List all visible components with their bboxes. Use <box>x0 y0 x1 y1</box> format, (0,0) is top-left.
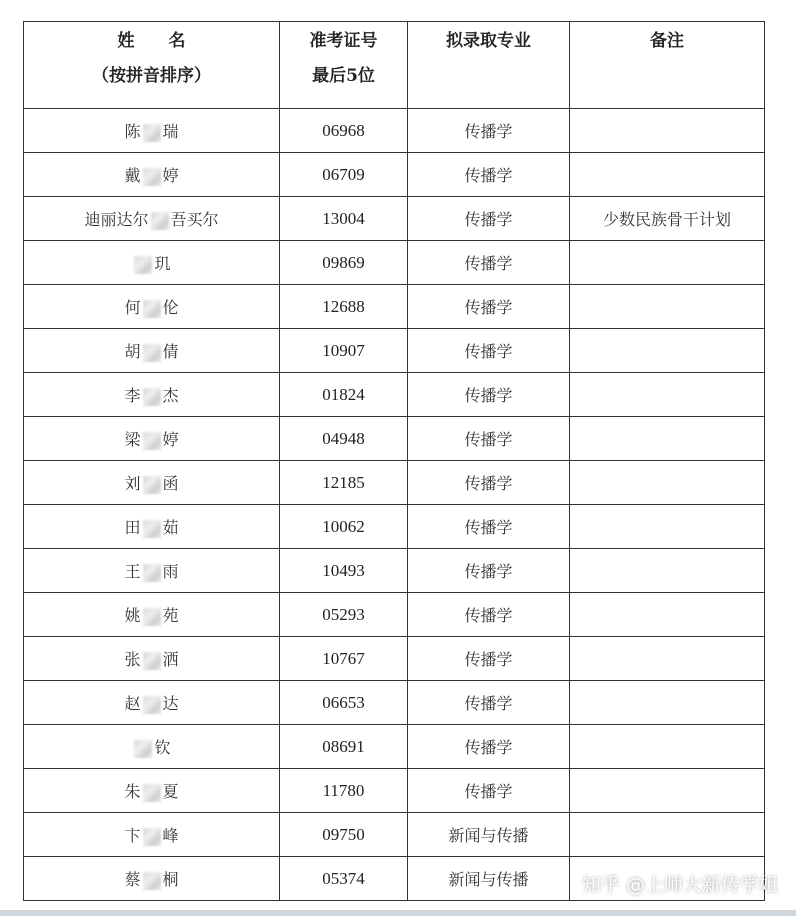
table-row <box>24 725 765 769</box>
cell-exam-id: 06709 <box>280 153 408 197</box>
name-part-last: 函 <box>162 474 179 493</box>
name-part-last: 倩 <box>162 342 179 361</box>
cell-name <box>24 593 280 637</box>
name-part-last: 伦 <box>162 298 179 317</box>
header-exam-id-subtitle: 最后5位 <box>312 66 375 86</box>
name-part-last: 洒 <box>162 650 179 669</box>
name-part-first: 胡 <box>124 342 141 361</box>
table-row <box>24 285 765 329</box>
cell-exam-id: 01824 <box>280 373 408 417</box>
name-part-last: 钦 <box>154 738 171 757</box>
table-row <box>24 813 765 857</box>
name-part-last: 桐 <box>162 870 179 889</box>
cell-major: 传播学 <box>408 109 570 153</box>
cell-name <box>24 769 280 813</box>
cell-name <box>24 461 280 505</box>
cell-exam-id: 10493 <box>280 549 408 593</box>
cell-exam-id: 10907 <box>280 329 408 373</box>
table-row <box>24 373 765 417</box>
cell-exam-id: 09750 <box>280 813 408 857</box>
table-row <box>24 329 765 373</box>
cell-major: 传播学 <box>408 593 570 637</box>
cell-name <box>24 857 280 901</box>
table-row <box>24 681 765 725</box>
cell-name <box>24 725 280 769</box>
redaction-blur <box>143 388 161 406</box>
redaction-blur <box>143 344 161 362</box>
cell-major: 传播学 <box>408 241 570 285</box>
name-part-last: 瑞 <box>162 122 179 141</box>
name-part-last: 吾买尔 <box>170 210 219 229</box>
name-part-last: 苑 <box>162 606 179 625</box>
cell-major: 传播学 <box>408 461 570 505</box>
table-row <box>24 505 765 549</box>
bottom-edge-bar <box>0 910 796 916</box>
cell-major: 传播学 <box>408 725 570 769</box>
redaction-blur <box>134 740 152 758</box>
redaction-blur <box>143 300 161 318</box>
cell-note <box>570 417 765 461</box>
cell-name <box>24 681 280 725</box>
table-row <box>24 417 765 461</box>
name-part-first: 卞 <box>124 826 141 845</box>
redaction-blur <box>143 828 161 846</box>
cell-note <box>570 593 765 637</box>
name-part-first: 田 <box>124 518 141 537</box>
cell-name <box>24 153 280 197</box>
redaction-blur <box>143 124 161 142</box>
cell-exam-id: 04948 <box>280 417 408 461</box>
cell-major: 传播学 <box>408 549 570 593</box>
table-row <box>24 197 765 241</box>
header-exam-id <box>280 22 408 109</box>
cell-major: 传播学 <box>408 505 570 549</box>
table-row <box>24 109 765 153</box>
cell-exam-id: 05374 <box>280 857 408 901</box>
cell-exam-id: 09869 <box>280 241 408 285</box>
cell-exam-id: 10767 <box>280 637 408 681</box>
cell-name <box>24 505 280 549</box>
cell-name <box>24 109 280 153</box>
cell-exam-id: 05293 <box>280 593 408 637</box>
cell-note <box>570 241 765 285</box>
cell-name <box>24 637 280 681</box>
header-note-title: 备注 <box>650 31 684 51</box>
name-part-first: 迪丽达尔 <box>84 210 149 229</box>
cell-major: 传播学 <box>408 681 570 725</box>
cell-major: 传播学 <box>408 637 570 681</box>
cell-note: 少数民族骨干计划 <box>570 197 765 241</box>
cell-exam-id: 13004 <box>280 197 408 241</box>
cell-exam-id: 06968 <box>280 109 408 153</box>
header-major <box>408 22 570 109</box>
cell-note <box>570 769 765 813</box>
table-row <box>24 461 765 505</box>
cell-major: 传播学 <box>408 285 570 329</box>
cell-note <box>570 153 765 197</box>
name-part-first: 李 <box>124 386 141 405</box>
name-part-last: 茹 <box>162 518 179 537</box>
cell-major: 新闻与传播 <box>408 813 570 857</box>
cell-note <box>570 637 765 681</box>
cell-name <box>24 549 280 593</box>
redaction-blur <box>143 696 161 714</box>
cell-exam-id: 12688 <box>280 285 408 329</box>
redaction-blur <box>151 212 169 230</box>
cell-exam-id: 08691 <box>280 725 408 769</box>
admission-table <box>23 21 765 901</box>
name-part-last: 雨 <box>162 562 179 581</box>
cell-major: 传播学 <box>408 417 570 461</box>
name-part-first: 姚 <box>124 606 141 625</box>
name-part-first: 梁 <box>124 430 141 449</box>
cell-name <box>24 329 280 373</box>
cell-major: 传播学 <box>408 329 570 373</box>
cell-major: 传播学 <box>408 153 570 197</box>
watermark: 知乎 @上师大新传学姐 <box>581 874 778 896</box>
cell-note <box>570 373 765 417</box>
table-header-row <box>24 22 765 109</box>
cell-note <box>570 813 765 857</box>
name-part-first: 戴 <box>124 166 141 185</box>
name-part-last: 达 <box>162 694 179 713</box>
table-row <box>24 549 765 593</box>
cell-name <box>24 417 280 461</box>
cell-name <box>24 373 280 417</box>
table-row <box>24 241 765 285</box>
header-name <box>24 22 280 109</box>
cell-name <box>24 197 280 241</box>
cell-major: 新闻与传播 <box>408 857 570 901</box>
header-name-title: 姓 名 <box>117 31 186 51</box>
cell-note <box>570 505 765 549</box>
table-row <box>24 637 765 681</box>
cell-note <box>570 681 765 725</box>
name-part-first: 陈 <box>124 122 141 141</box>
name-part-first: 何 <box>124 298 141 317</box>
name-part-last: 峰 <box>162 826 179 845</box>
name-part-last: 婷 <box>162 166 179 185</box>
name-part-first: 朱 <box>124 782 141 801</box>
redaction-blur <box>143 652 161 670</box>
name-part-first: 刘 <box>124 474 141 493</box>
name-part-first: 张 <box>124 650 141 669</box>
name-part-last: 玑 <box>154 254 171 273</box>
cell-note <box>570 549 765 593</box>
cell-note <box>570 109 765 153</box>
header-exam-id-title: 准考证号 <box>309 31 378 51</box>
name-part-last: 夏 <box>162 782 179 801</box>
cell-name <box>24 813 280 857</box>
name-part-first: 赵 <box>124 694 141 713</box>
table-body <box>24 109 765 901</box>
header-name-subtitle: （按拼音排序） <box>92 66 211 86</box>
cell-major: 传播学 <box>408 197 570 241</box>
name-part-first: 王 <box>124 562 141 581</box>
table-row <box>24 769 765 813</box>
cell-note <box>570 329 765 373</box>
table-row <box>24 593 765 637</box>
cell-exam-id: 06653 <box>280 681 408 725</box>
redaction-blur <box>143 520 161 538</box>
header-note <box>570 22 765 109</box>
redaction-blur <box>143 608 161 626</box>
cell-note <box>570 461 765 505</box>
name-part-last: 婷 <box>162 430 179 449</box>
cell-exam-id: 11780 <box>280 769 408 813</box>
cell-name <box>24 285 280 329</box>
cell-note <box>570 285 765 329</box>
redaction-blur <box>143 432 161 450</box>
table-row <box>24 153 765 197</box>
redaction-blur <box>143 872 161 890</box>
redaction-blur <box>134 256 152 274</box>
header-major-title: 拟录取专业 <box>446 31 531 51</box>
name-part-last: 杰 <box>162 386 179 405</box>
cell-exam-id: 10062 <box>280 505 408 549</box>
cell-name <box>24 241 280 285</box>
cell-major: 传播学 <box>408 373 570 417</box>
cell-note <box>570 725 765 769</box>
redaction-blur <box>143 476 161 494</box>
name-part-first: 蔡 <box>124 870 141 889</box>
cell-major: 传播学 <box>408 769 570 813</box>
redaction-blur <box>143 168 161 186</box>
cell-exam-id: 12185 <box>280 461 408 505</box>
redaction-blur <box>143 784 161 802</box>
redaction-blur <box>143 564 161 582</box>
